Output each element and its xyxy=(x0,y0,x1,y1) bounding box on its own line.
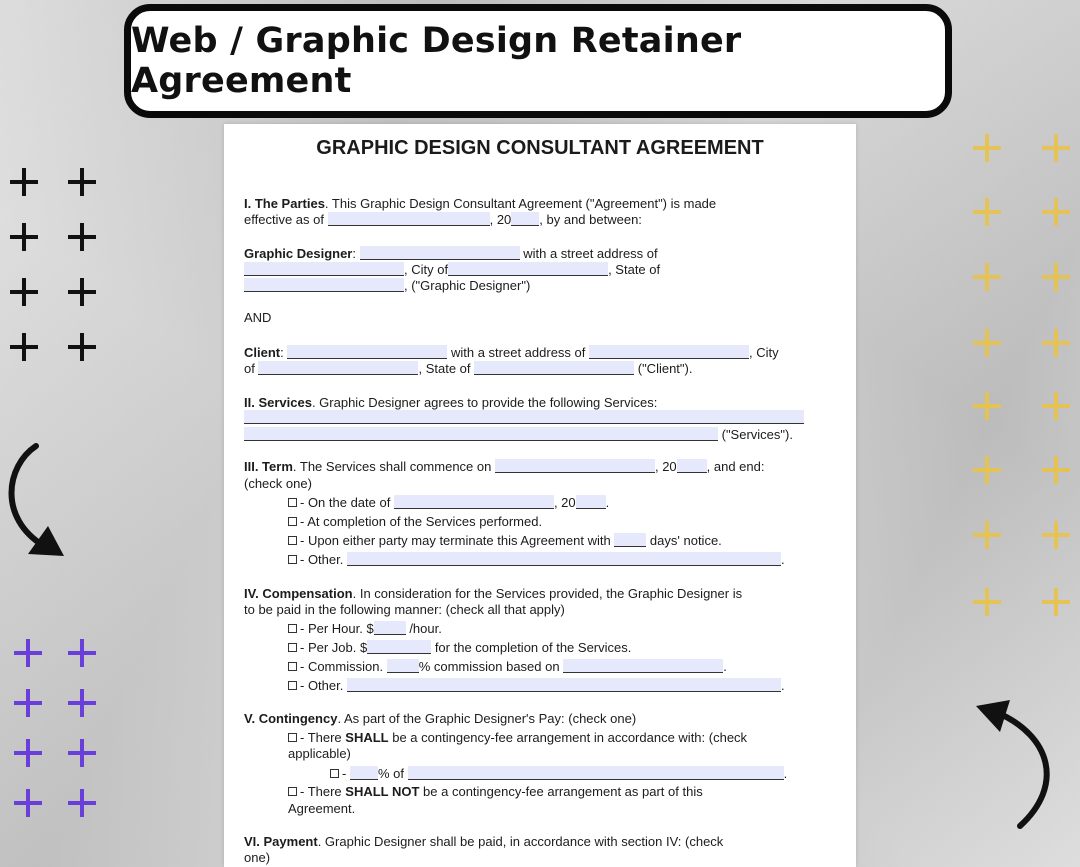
term-option-2[interactable] xyxy=(288,514,542,530)
checkbox[interactable] xyxy=(288,555,297,564)
compensation-heading: IV. Compensation xyxy=(244,586,353,601)
checkbox[interactable] xyxy=(288,787,297,796)
term-end-label: , and end: xyxy=(706,459,765,474)
checkbox[interactable] xyxy=(330,769,339,778)
plus-icon xyxy=(68,333,96,361)
plus-icon xyxy=(1042,456,1070,484)
comp-opt2-label: - Per Job. $ xyxy=(300,640,368,655)
checkbox[interactable] xyxy=(288,733,297,742)
cont-sub-mid: % of xyxy=(377,766,408,781)
term-option-1[interactable] xyxy=(288,495,609,511)
services-line-1 xyxy=(244,395,657,411)
designer-colon: : xyxy=(352,246,356,261)
plus-icon xyxy=(68,168,96,196)
plus-icon xyxy=(14,789,42,817)
services-field-2[interactable] xyxy=(244,427,718,441)
designer-line-1 xyxy=(244,246,658,262)
designer-city-field[interactable] xyxy=(448,262,608,276)
commission-basis-field[interactable] xyxy=(563,659,723,673)
curved-arrow-left-icon xyxy=(0,440,80,565)
plus-icon xyxy=(1042,521,1070,549)
comp-opt4-label: - Other. xyxy=(300,678,347,693)
contingency-option-2[interactable] xyxy=(288,784,703,800)
by-and-between: , by and between: xyxy=(539,212,642,227)
designer-state-label: , State of xyxy=(608,262,661,277)
comp-option-1[interactable] xyxy=(288,621,442,637)
title-banner xyxy=(124,4,952,118)
cont-opt1-text: be a contingency-fee arrangement in accordance with: (check xyxy=(388,730,748,745)
client-state-field[interactable] xyxy=(474,361,634,375)
plus-icon xyxy=(68,278,96,306)
cont-opt1-prefix: - There xyxy=(300,730,346,745)
client-city-label: , City xyxy=(749,345,779,360)
banner-title: Web / Graphic Design Retainer Agreement xyxy=(131,21,742,101)
cont-opt2-shall-not: SHALL NOT xyxy=(345,784,420,799)
plus-icon xyxy=(10,223,38,251)
services-heading: II. Services xyxy=(244,395,312,410)
checkbox[interactable] xyxy=(288,517,297,526)
contingency-heading: V. Contingency xyxy=(244,711,338,726)
plus-icon xyxy=(14,639,42,667)
designer-state-field[interactable] xyxy=(244,278,404,292)
comp-opt3-mid: % commission based on xyxy=(418,659,564,674)
plus-icon xyxy=(10,168,38,196)
client-city-field[interactable] xyxy=(258,361,418,375)
term-opt3-label: - Upon either party may terminate this Agreement with xyxy=(300,533,615,548)
term-other-field[interactable] xyxy=(347,552,781,566)
term-year-field[interactable] xyxy=(677,459,707,473)
cont-sub-prefix: - xyxy=(342,766,350,781)
client-end-label: ("Client"). xyxy=(634,361,693,376)
contingency-basis-field[interactable] xyxy=(408,766,784,780)
designer-end-label: , ("Graphic Designer") xyxy=(404,278,531,293)
checkbox[interactable] xyxy=(288,536,297,545)
plus-icon xyxy=(68,739,96,767)
curved-arrow-right-icon xyxy=(972,698,1062,834)
parties-text: . This Graphic Design Consultant Agreement ("Agreement") is made xyxy=(324,196,717,211)
plus-icon xyxy=(1042,198,1070,226)
client-street-field[interactable] xyxy=(589,345,749,359)
term-opt1-label: - On the date of xyxy=(300,495,394,510)
checkbox[interactable] xyxy=(288,681,297,690)
contingency-option-1[interactable] xyxy=(288,730,747,746)
term-end-year-field[interactable] xyxy=(576,495,606,509)
per-job-field[interactable] xyxy=(367,640,431,654)
term-check-one: (check one) xyxy=(244,476,312,491)
comp-opt4-end: . xyxy=(780,678,785,693)
term-opt4-end: . xyxy=(780,552,785,567)
plus-icon xyxy=(68,689,96,717)
hourly-rate-field[interactable] xyxy=(374,621,406,635)
commission-percent-field[interactable] xyxy=(387,659,419,673)
client-street-label: with a street address of xyxy=(447,345,589,360)
comp-opt3-label: - Commission. xyxy=(300,659,387,674)
plus-icon xyxy=(14,689,42,717)
term-opt3-end: days' notice. xyxy=(646,533,722,548)
comp-other-field[interactable] xyxy=(347,678,781,692)
comp-opt1-label: - Per Hour. $ xyxy=(300,621,374,636)
plus-icon xyxy=(973,329,1001,357)
contingency-percent-field[interactable] xyxy=(350,766,378,780)
plus-icon xyxy=(973,134,1001,162)
cont-opt2-prefix: - There xyxy=(300,784,346,799)
designer-city-label: , City of xyxy=(404,262,449,277)
compensation-line-1 xyxy=(244,586,742,602)
plus-icon xyxy=(68,223,96,251)
notice-days-field[interactable] xyxy=(614,533,646,547)
term-opt1-end: . xyxy=(605,495,610,510)
services-line-3 xyxy=(244,427,793,443)
parties-line-1 xyxy=(244,196,716,212)
plus-icon xyxy=(1042,329,1070,357)
designer-street-label: with a street address of xyxy=(519,246,658,261)
contingency-text: . As part of the Graphic Designer's Pay: (check one) xyxy=(337,711,637,726)
compensation-text: . In consideration for the Services provided, the Graphic Designer is xyxy=(352,586,743,601)
document-preview xyxy=(224,124,856,867)
effective-label: effective as of xyxy=(244,212,328,227)
checkbox[interactable] xyxy=(288,624,297,633)
plus-icon xyxy=(10,333,38,361)
designer-line-2 xyxy=(244,262,660,278)
contingency-option-2-cont: Agreement. xyxy=(288,801,356,816)
client-label: Client xyxy=(244,345,281,360)
term-text: . The Services shall commence on xyxy=(292,459,495,474)
designer-label: Graphic Designer xyxy=(244,246,353,261)
plus-icon xyxy=(14,739,42,767)
payment-line-1 xyxy=(244,834,723,850)
cont-opt1-shall: SHALL xyxy=(345,730,389,745)
plus-icon xyxy=(1042,392,1070,420)
comp-opt2-end: for the completion of the Services. xyxy=(431,640,632,655)
plus-icon xyxy=(10,278,38,306)
year-prefix: , 20 xyxy=(489,212,512,227)
parties-line-2 xyxy=(244,212,642,228)
client-state-label: , State of xyxy=(418,361,475,376)
plus-icon xyxy=(973,198,1001,226)
cont-sub-end: . xyxy=(783,766,788,781)
plus-icon xyxy=(973,263,1001,291)
client-colon: : xyxy=(280,345,284,360)
payment-heading: VI. Payment xyxy=(244,834,318,849)
checkbox[interactable] xyxy=(288,643,297,652)
term-option-3[interactable] xyxy=(288,533,722,549)
payment-text: . Graphic Designer shall be paid, in accordance with section IV: (check xyxy=(317,834,724,849)
effective-date-field[interactable] xyxy=(328,212,490,226)
plus-icon xyxy=(973,392,1001,420)
plus-icon xyxy=(1042,134,1070,162)
checkbox[interactable] xyxy=(288,662,297,671)
contingency-line-1 xyxy=(244,711,636,727)
document-title: GRAPHIC DESIGN CONSULTANT AGREEMENT xyxy=(316,137,764,159)
term-end-date-field[interactable] xyxy=(394,495,554,509)
comp-opt3-end: . xyxy=(723,659,727,674)
plus-icon xyxy=(973,521,1001,549)
client-name-field[interactable] xyxy=(287,345,447,359)
effective-year-field[interactable] xyxy=(511,212,539,226)
plus-icon xyxy=(68,639,96,667)
services-text: . Graphic Designer agrees to provide the following Services: xyxy=(311,395,658,410)
contingency-option-1-cont: applicable) xyxy=(288,746,351,761)
term-line-1 xyxy=(244,459,764,475)
designer-name-field[interactable] xyxy=(360,246,520,260)
client-line-2 xyxy=(244,361,692,377)
services-end-label: ("Services"). xyxy=(718,427,793,442)
plus-icon xyxy=(973,588,1001,616)
contingency-sub-option[interactable] xyxy=(330,766,787,782)
checkbox[interactable] xyxy=(288,498,297,507)
services-line-2 xyxy=(244,410,804,426)
plus-icon xyxy=(1042,588,1070,616)
comp-option-3[interactable] xyxy=(288,659,727,675)
payment-line-2: one) xyxy=(244,850,271,865)
client-of-label: of xyxy=(244,361,255,376)
term-opt4-label: - Other. xyxy=(300,552,347,567)
term-year-prefix: , 20 xyxy=(654,459,677,474)
cont-opt2-text: be a contingency-fee arrangement as part of this xyxy=(419,784,703,799)
compensation-line-2: to be paid in the following manner: (check all that apply) xyxy=(244,602,565,617)
plus-icon xyxy=(1042,263,1070,291)
comp-opt1-end: /hour. xyxy=(405,621,442,636)
client-line-1 xyxy=(244,345,779,361)
and-label: AND xyxy=(244,310,272,325)
comp-option-2[interactable] xyxy=(288,640,631,656)
parties-heading: I. The Parties xyxy=(244,196,325,211)
term-start-field[interactable] xyxy=(495,459,655,473)
designer-street-field[interactable] xyxy=(244,262,404,276)
term-opt1-year-prefix: , 20 xyxy=(553,495,576,510)
term-option-4[interactable] xyxy=(288,552,785,568)
term-heading: III. Term xyxy=(244,459,293,474)
plus-icon xyxy=(973,456,1001,484)
term-opt2-label: - At completion of the Services performed. xyxy=(300,514,543,529)
comp-option-4[interactable] xyxy=(288,678,785,694)
services-field-1[interactable] xyxy=(244,410,804,424)
plus-icon xyxy=(68,789,96,817)
designer-line-3 xyxy=(244,278,530,294)
